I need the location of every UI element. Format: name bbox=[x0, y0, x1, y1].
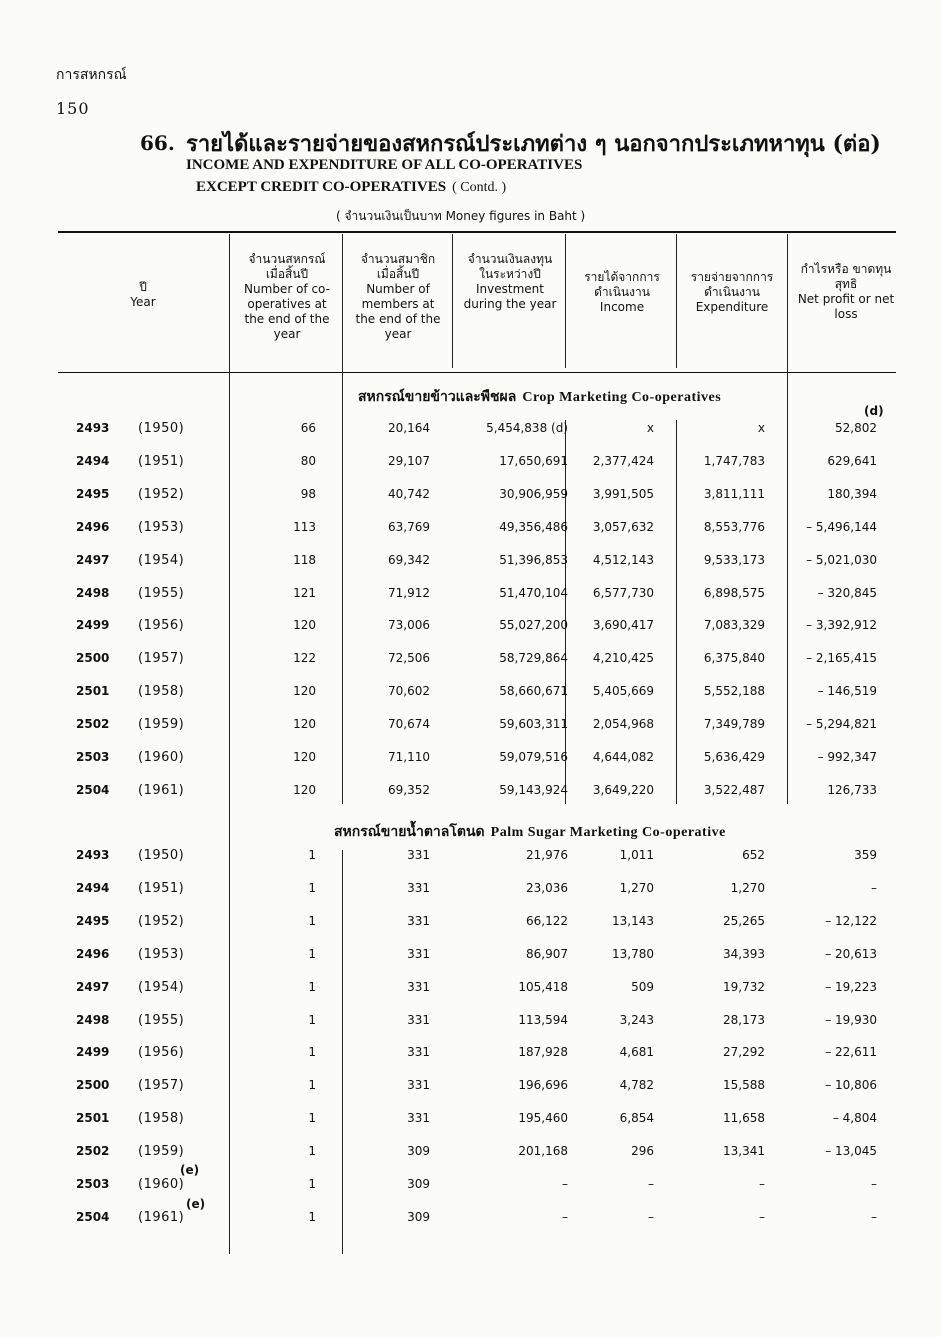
cell-ce-year: (1960) bbox=[138, 750, 185, 765]
cell-thai-year: 2493 bbox=[76, 848, 110, 862]
table-row bbox=[0, 914, 941, 934]
section-title-en: Crop Marketing Co-operatives bbox=[522, 390, 722, 405]
cell-ce-year: (1956) bbox=[138, 618, 185, 634]
cell-net-profit: – 19,930 bbox=[825, 1012, 877, 1027]
cell-investment: 21,976 bbox=[526, 848, 568, 862]
cell-net-profit: – 5,496,144 bbox=[806, 519, 877, 534]
table-top-rule bbox=[58, 231, 896, 233]
cell-members: 331 bbox=[407, 880, 430, 895]
cell-thai-year: 2494 bbox=[76, 880, 110, 895]
cell-number: 118 bbox=[293, 552, 316, 567]
cell-members: 331 bbox=[407, 1012, 430, 1027]
cell-members: 309 bbox=[407, 1144, 430, 1159]
cell-net-profit: – 4,804 bbox=[832, 1111, 877, 1126]
cell-number: 1 bbox=[308, 1177, 316, 1191]
cell-income: 4,210,425 bbox=[592, 651, 654, 666]
cell-net-profit: – 3,392,912 bbox=[806, 618, 877, 633]
cell-number: 1 bbox=[308, 1209, 316, 1224]
cell-expenditure: 1,747,783 bbox=[703, 453, 765, 468]
cell-ce-year: (1956) bbox=[138, 1045, 185, 1061]
cell-members: 29,107 bbox=[388, 453, 430, 468]
cell-net-profit: – bbox=[871, 1209, 877, 1224]
cell-members: 73,006 bbox=[388, 618, 430, 633]
table-row bbox=[0, 421, 941, 441]
table-row bbox=[0, 717, 941, 737]
cell-ce-year: (1961) bbox=[138, 1209, 185, 1225]
cell-number: 1 bbox=[308, 913, 316, 928]
cell-net-profit: 52,802 bbox=[835, 421, 877, 435]
header-members-th: จำนวนสมาชิก เมื่อสิ้นปี bbox=[360, 252, 436, 281]
table-row bbox=[0, 1111, 941, 1131]
cell-ce-year: (1958) bbox=[138, 1111, 185, 1127]
column-divider bbox=[565, 420, 566, 804]
cell-expenditure: 3,811,111 bbox=[703, 486, 765, 501]
cell-net-profit: – 19,223 bbox=[825, 979, 877, 994]
cell-income: 3,057,632 bbox=[592, 519, 654, 534]
cell-investment: 30,906,959 bbox=[499, 486, 568, 501]
cell-number: 122 bbox=[293, 651, 316, 666]
cell-income: 1,011 bbox=[619, 848, 654, 862]
cell-income: 2,054,968 bbox=[592, 717, 654, 732]
cell-members: 70,674 bbox=[388, 717, 430, 732]
table-row bbox=[0, 947, 941, 967]
table-row bbox=[0, 684, 941, 704]
cell-expenditure: 6,898,575 bbox=[703, 585, 765, 600]
cell-income: 3,690,417 bbox=[592, 618, 654, 633]
cell-net-profit: – 2,165,415 bbox=[806, 651, 877, 666]
cell-members: 63,769 bbox=[388, 519, 430, 534]
cell-ce-year: (1961) bbox=[138, 782, 185, 798]
cell-income: x bbox=[646, 421, 654, 435]
cell-number: 1 bbox=[308, 1012, 316, 1027]
table-row bbox=[0, 487, 941, 507]
table-row bbox=[0, 454, 941, 474]
cell-number: 98 bbox=[300, 486, 316, 501]
cell-expenditure: – bbox=[759, 1209, 765, 1224]
cell-ce-year: (1951) bbox=[138, 880, 185, 896]
header-net-profit bbox=[796, 262, 896, 322]
cell-number: 1 bbox=[308, 1144, 316, 1159]
cell-thai-year: 2496 bbox=[76, 519, 110, 534]
cell-thai-year: 2502 bbox=[76, 717, 110, 732]
header-members-en: Number of members at the end of the year bbox=[355, 282, 441, 341]
cell-expenditure: 19,732 bbox=[723, 979, 765, 994]
cell-income: 6,854 bbox=[619, 1111, 654, 1126]
table-row bbox=[0, 1013, 941, 1033]
cell-investment: 59,143,924 bbox=[499, 782, 568, 797]
cell-net-profit: – 22,611 bbox=[825, 1045, 877, 1060]
cell-thai-year: 2501 bbox=[76, 684, 110, 699]
cell-investment: 105,418 bbox=[518, 979, 568, 994]
cell-thai-year: 2500 bbox=[76, 651, 110, 666]
cell-members: 70,602 bbox=[388, 684, 430, 699]
table-row bbox=[0, 783, 941, 803]
footnote-marker-d: (d) bbox=[864, 404, 884, 418]
cell-income: 13,143 bbox=[612, 913, 654, 928]
running-head: การสหกรณ์ bbox=[56, 67, 127, 83]
cell-ce-year: (1960) bbox=[138, 1177, 185, 1192]
cell-thai-year: 2495 bbox=[76, 486, 110, 501]
table-row bbox=[0, 618, 941, 638]
cell-income: 5,405,669 bbox=[592, 684, 654, 699]
table-row bbox=[0, 980, 941, 1000]
cell-number: 120 bbox=[293, 717, 316, 732]
table-row bbox=[0, 1045, 941, 1065]
header-expenditure-en: Expenditure bbox=[695, 300, 769, 314]
header-income-th: รายได้จากการ ดำเนินงาน bbox=[584, 270, 660, 299]
cell-net-profit: – 12,122 bbox=[825, 913, 877, 928]
cell-expenditure: 3,522,487 bbox=[703, 782, 765, 797]
table-row bbox=[0, 586, 941, 606]
cell-investment: 59,603,311 bbox=[499, 717, 568, 732]
cell-investment: 187,928 bbox=[518, 1045, 568, 1060]
cell-ce-year: (1959) bbox=[138, 717, 185, 733]
cell-ce-year: (1953) bbox=[138, 946, 185, 962]
cell-members: 331 bbox=[407, 913, 430, 928]
cell-members: 69,342 bbox=[388, 552, 430, 567]
cell-thai-year: 2499 bbox=[76, 1045, 110, 1060]
table-row bbox=[0, 651, 941, 671]
units-note: ( จำนวนเงินเป็นบาท Money figures in Baht ) bbox=[336, 209, 586, 223]
table-title-english-line1: INCOME AND EXPENDITURE OF ALL CO-OPERATIVES bbox=[186, 157, 583, 173]
cell-number: 80 bbox=[300, 453, 316, 468]
table-header-rule bbox=[58, 372, 896, 373]
header-investment-th: จำนวนเงินลงทุน ในระหว่างปี bbox=[467, 252, 553, 281]
cell-net-profit: – bbox=[871, 880, 877, 895]
cell-thai-year: 2494 bbox=[76, 453, 110, 468]
cell-net-profit: – 5,021,030 bbox=[806, 552, 877, 567]
cell-members: 331 bbox=[407, 1078, 430, 1093]
cell-number: 1 bbox=[308, 880, 316, 895]
table-row bbox=[0, 1177, 941, 1197]
cell-members: 69,352 bbox=[388, 782, 430, 797]
cell-investment: 5,454,838 (d) bbox=[486, 421, 568, 435]
cell-income: 296 bbox=[631, 1144, 654, 1159]
header-expenditure-th: รายจ่ายจากการ ดำเนินงาน bbox=[690, 270, 774, 299]
table-row bbox=[0, 881, 941, 901]
header-profit-en: Net profit or net loss bbox=[797, 292, 895, 321]
cell-ce-year: (1950) bbox=[138, 421, 185, 436]
cell-thai-year: 2498 bbox=[76, 585, 110, 600]
cell-investment: 17,650,691 bbox=[499, 453, 568, 468]
cell-ce-year: (1957) bbox=[138, 1078, 185, 1094]
cell-ce-year: (1952) bbox=[138, 913, 185, 929]
cell-expenditure: 28,173 bbox=[723, 1012, 765, 1027]
cell-net-profit: 126,733 bbox=[827, 782, 877, 797]
cell-number: 1 bbox=[308, 1045, 316, 1060]
cell-thai-year: 2498 bbox=[76, 1012, 110, 1027]
cell-members: 309 bbox=[407, 1177, 430, 1191]
cell-investment: 55,027,200 bbox=[499, 618, 568, 633]
cell-members: 71,912 bbox=[388, 585, 430, 600]
cell-ce-year: (1957) bbox=[138, 651, 185, 667]
cell-income: 3,649,220 bbox=[592, 782, 654, 797]
cell-investment: – bbox=[562, 1209, 568, 1224]
cell-income: – bbox=[648, 1209, 654, 1224]
section-title-crop-marketing bbox=[358, 386, 721, 408]
table-row bbox=[0, 1078, 941, 1098]
cell-investment: 86,907 bbox=[526, 946, 568, 961]
cell-expenditure: 34,393 bbox=[723, 946, 765, 961]
cell-income: 3,991,505 bbox=[592, 486, 654, 501]
cell-ce-year: (1955) bbox=[138, 585, 185, 601]
cell-members: 331 bbox=[407, 979, 430, 994]
cell-ce-year: (1951) bbox=[138, 453, 185, 469]
cell-net-profit: – 10,806 bbox=[825, 1078, 877, 1093]
table-title-english-line2 bbox=[196, 179, 506, 196]
cell-members: 72,506 bbox=[388, 651, 430, 666]
cell-income: 2,377,424 bbox=[592, 453, 654, 468]
column-divider bbox=[565, 234, 566, 368]
header-year bbox=[60, 280, 226, 310]
cell-investment: 195,460 bbox=[518, 1111, 568, 1126]
cell-expenditure: 6,375,840 bbox=[703, 651, 765, 666]
cell-investment: 59,079,516 bbox=[499, 750, 568, 764]
cell-net-profit: – 20,613 bbox=[825, 946, 877, 961]
cell-members: 331 bbox=[407, 946, 430, 961]
cell-thai-year: 2496 bbox=[76, 946, 110, 961]
cell-investment: 58,660,671 bbox=[499, 684, 568, 699]
cell-investment: 51,396,853 bbox=[499, 552, 568, 567]
cell-expenditure: 5,552,188 bbox=[703, 684, 765, 699]
cell-income: – bbox=[648, 1177, 654, 1191]
cell-net-profit: – 146,519 bbox=[817, 684, 877, 699]
cell-number: 120 bbox=[293, 782, 316, 797]
header-investment-en: Investment during the year bbox=[463, 282, 557, 311]
cell-expenditure: x bbox=[757, 421, 765, 435]
cell-number: 120 bbox=[293, 618, 316, 633]
cell-members: 71,110 bbox=[388, 750, 430, 764]
table-row bbox=[0, 750, 941, 770]
header-investment bbox=[460, 252, 560, 312]
table-title-thai: รายได้และรายจ่ายของสหกรณ์ประเภทต่าง ๆ นอกจากประเภทหาทุน (ต่อ) bbox=[186, 131, 881, 157]
header-profit-th: กำไรหรือ ขาดทุนสุทธิ bbox=[800, 262, 892, 291]
cell-thai-year: 2504 bbox=[76, 782, 110, 797]
column-divider bbox=[452, 234, 453, 368]
cell-number: 1 bbox=[308, 979, 316, 994]
cell-ce-year: (1950) bbox=[138, 848, 185, 863]
section-title-en: Palm Sugar Marketing Co-operative bbox=[490, 825, 726, 840]
footnote-marker-e: (e) bbox=[180, 1163, 200, 1177]
cell-thai-year: 2493 bbox=[76, 421, 110, 435]
cell-net-profit: 359 bbox=[854, 848, 877, 862]
cell-investment: 113,594 bbox=[518, 1012, 568, 1027]
cell-thai-year: 2502 bbox=[76, 1144, 110, 1159]
cell-members: 331 bbox=[407, 1111, 430, 1126]
header-income bbox=[572, 270, 672, 315]
cell-investment: 201,168 bbox=[518, 1144, 568, 1159]
cell-members: 331 bbox=[407, 848, 430, 862]
cell-members: 309 bbox=[407, 1209, 430, 1224]
cell-expenditure: 27,292 bbox=[723, 1045, 765, 1060]
cell-number: 113 bbox=[293, 519, 316, 534]
cell-ce-year: (1954) bbox=[138, 552, 185, 568]
cell-thai-year: 2499 bbox=[76, 618, 110, 633]
cell-ce-year: (1952) bbox=[138, 486, 185, 502]
cell-income: 4,782 bbox=[619, 1078, 654, 1093]
cell-expenditure: 1,270 bbox=[730, 880, 765, 895]
cell-expenditure: 13,341 bbox=[723, 1144, 765, 1159]
cell-thai-year: 2504 bbox=[76, 1209, 110, 1224]
cell-income: 6,577,730 bbox=[592, 585, 654, 600]
cell-net-profit: – 5,294,821 bbox=[806, 717, 877, 732]
cell-expenditure: 7,349,789 bbox=[703, 717, 765, 732]
cell-number: 120 bbox=[293, 750, 316, 764]
footnote-marker-e: (e) bbox=[186, 1197, 206, 1211]
cell-investment: 51,470,104 bbox=[499, 585, 568, 600]
cell-income: 4,512,143 bbox=[592, 552, 654, 567]
header-number-en: Number of co-operatives at the end of the year bbox=[244, 282, 330, 341]
cell-thai-year: 2497 bbox=[76, 552, 110, 567]
cell-income: 1,270 bbox=[619, 880, 654, 895]
cell-expenditure: 5,636,429 bbox=[703, 750, 765, 764]
header-number-th: จำนวนสหกรณ์ เมื่อสิ้นปี bbox=[248, 252, 326, 281]
title-line2-text: EXCEPT CREDIT CO-OPERATIVES bbox=[196, 179, 447, 195]
table-row bbox=[0, 1210, 941, 1230]
cell-expenditure: – bbox=[759, 1177, 765, 1191]
cell-investment: 196,696 bbox=[518, 1078, 568, 1093]
table-row bbox=[0, 1144, 941, 1164]
header-expenditure bbox=[682, 270, 782, 315]
column-divider bbox=[676, 234, 677, 368]
cell-net-profit: – bbox=[871, 1177, 877, 1191]
cell-number: 1 bbox=[308, 1078, 316, 1093]
cell-expenditure: 15,588 bbox=[723, 1078, 765, 1093]
cell-number: 1 bbox=[308, 848, 316, 862]
header-year-en: Year bbox=[130, 295, 156, 309]
cell-members: 40,742 bbox=[388, 486, 430, 501]
cell-number: 66 bbox=[300, 421, 316, 435]
cell-expenditure: 25,265 bbox=[723, 913, 765, 928]
cell-income: 4,644,082 bbox=[592, 750, 654, 764]
cell-expenditure: 652 bbox=[742, 848, 765, 862]
cell-net-profit: – 992,347 bbox=[817, 750, 877, 764]
column-divider bbox=[229, 234, 230, 1254]
cell-number: 120 bbox=[293, 684, 316, 699]
title-contd: ( Contd. ) bbox=[452, 180, 507, 195]
section-title-palm-sugar bbox=[334, 821, 726, 843]
cell-income: 13,780 bbox=[612, 946, 654, 961]
cell-thai-year: 2503 bbox=[76, 1177, 110, 1191]
cell-expenditure: 8,553,776 bbox=[703, 519, 765, 534]
cell-investment: 58,729,864 bbox=[499, 651, 568, 666]
cell-investment: 66,122 bbox=[526, 913, 568, 928]
header-income-en: Income bbox=[599, 300, 645, 314]
cell-investment: 49,356,486 bbox=[499, 519, 568, 534]
cell-thai-year: 2495 bbox=[76, 913, 110, 928]
cell-thai-year: 2503 bbox=[76, 750, 110, 764]
cell-thai-year: 2500 bbox=[76, 1078, 110, 1093]
cell-income: 4,681 bbox=[619, 1045, 654, 1060]
cell-expenditure: 7,083,329 bbox=[703, 618, 765, 633]
cell-ce-year: (1955) bbox=[138, 1012, 185, 1028]
cell-thai-year: 2501 bbox=[76, 1111, 110, 1126]
cell-net-profit: 629,641 bbox=[827, 453, 877, 468]
cell-net-profit: – 13,045 bbox=[825, 1144, 877, 1159]
cell-number: 1 bbox=[308, 1111, 316, 1126]
header-number bbox=[238, 252, 336, 342]
cell-investment: – bbox=[562, 1177, 568, 1191]
cell-members: 331 bbox=[407, 1045, 430, 1060]
page-number: 150 bbox=[56, 99, 90, 118]
cell-investment: 23,036 bbox=[526, 880, 568, 895]
cell-net-profit: – 320,845 bbox=[817, 585, 877, 600]
cell-ce-year: (1959) bbox=[138, 1144, 185, 1160]
table-row bbox=[0, 520, 941, 540]
cell-expenditure: 11,658 bbox=[723, 1111, 765, 1126]
cell-net-profit: 180,394 bbox=[827, 486, 877, 501]
cell-income: 509 bbox=[631, 979, 654, 994]
cell-ce-year: (1954) bbox=[138, 979, 185, 995]
header-year-th: ปี bbox=[139, 280, 147, 294]
cell-ce-year: (1958) bbox=[138, 684, 185, 700]
cell-expenditure: 9,533,173 bbox=[703, 552, 765, 567]
cell-ce-year: (1953) bbox=[138, 519, 185, 535]
cell-income: 3,243 bbox=[619, 1012, 654, 1027]
cell-number: 1 bbox=[308, 946, 316, 961]
table-row bbox=[0, 848, 941, 868]
table-number: 66. bbox=[140, 131, 175, 155]
cell-thai-year: 2497 bbox=[76, 979, 110, 994]
cell-number: 121 bbox=[293, 585, 316, 600]
section-title-th: สหกรณ์ขายน้ำตาลโตนด bbox=[334, 824, 485, 840]
column-divider bbox=[676, 420, 677, 804]
section-title-th: สหกรณ์ขายข้าวและพืชผล bbox=[358, 389, 517, 405]
table-row bbox=[0, 553, 941, 573]
cell-members: 20,164 bbox=[388, 421, 430, 435]
header-members bbox=[350, 252, 446, 342]
